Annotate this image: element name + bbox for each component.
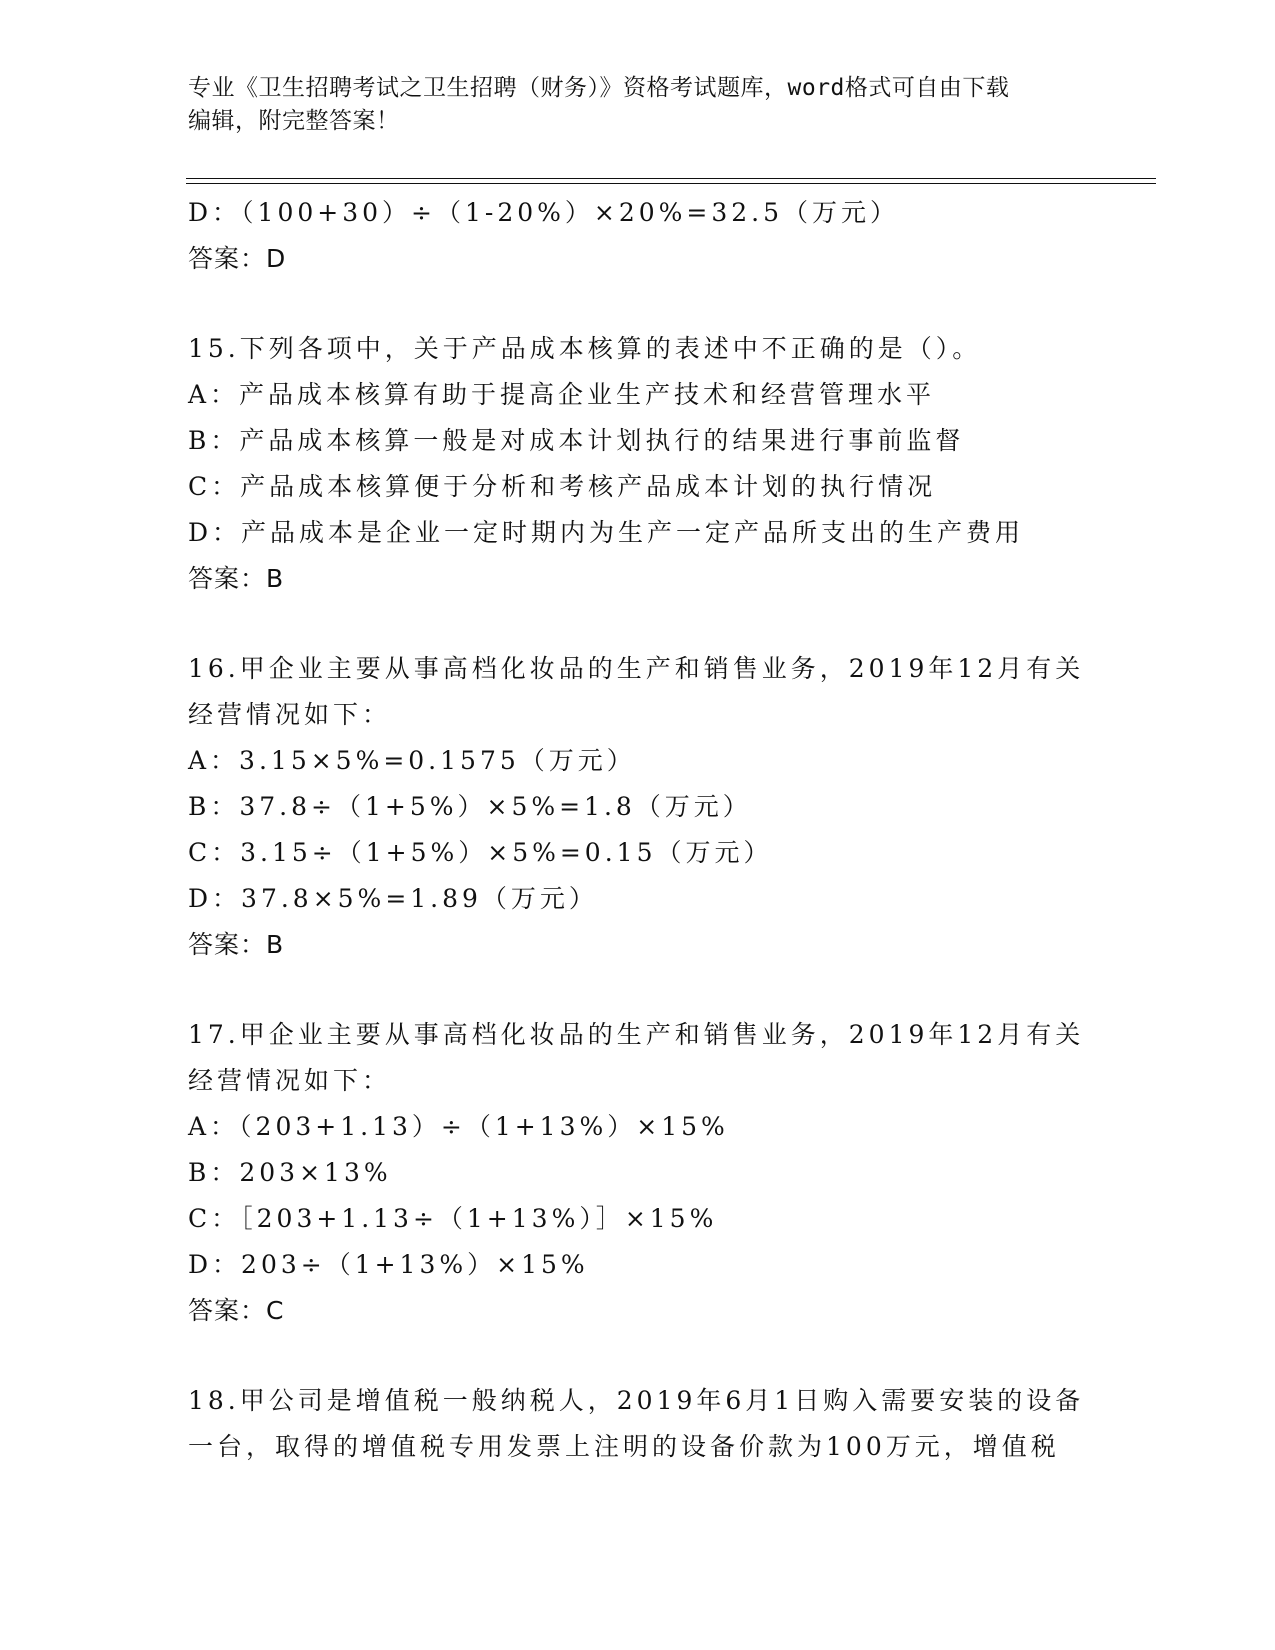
answer-line: 答案：B	[188, 564, 285, 593]
option-b: B：产品成本核算一般是对成本计划执行的结果进行事前监督	[188, 426, 965, 455]
question-stem-cont: 一台，取得的增值税专用发票上注明的设备价款为100万元，增值税	[188, 1432, 1060, 1461]
option-c: C：产品成本核算便于分析和考核产品成本计划的执行情况	[188, 472, 937, 501]
question-block-15	[188, 326, 1088, 602]
question-block-18	[188, 1378, 1088, 1470]
document-header	[188, 72, 1088, 138]
option-d: D：203÷（1+13%）×15%	[188, 1250, 589, 1279]
answer-line: 答案：B	[188, 930, 285, 959]
option-a: A：（203+1.13）÷（1+13%）×15%	[188, 1112, 729, 1141]
question-stem: 16.甲企业主要从事高档化妆品的生产和销售业务，2019年12月有关	[188, 654, 1085, 683]
question-stem: 17.甲企业主要从事高档化妆品的生产和销售业务，2019年12月有关	[188, 1020, 1085, 1049]
question-stem: 18.甲公司是增值税一般纳税人，2019年6月1日购入需要安装的设备	[188, 1386, 1085, 1415]
option-d: D：37.8×5%=1.89（万元）	[188, 884, 598, 913]
option-a: A：3.15×5%=0.1575（万元）	[188, 746, 636, 775]
header-divider-bottom	[186, 183, 1156, 184]
header-divider-top	[186, 178, 1156, 179]
option-d: D：产品成本是企业一定时期内为生产一定产品所支出的生产费用	[188, 518, 1025, 547]
answer-line: 答案：C	[188, 1296, 285, 1325]
option-a: A：产品成本核算有助于提高企业生产技术和经营管理水平	[188, 380, 936, 409]
question-block-16	[188, 646, 1088, 968]
option-b: B：37.8÷（1+5%）×5%=1.8（万元）	[188, 792, 752, 821]
question-block-17	[188, 1012, 1088, 1334]
answer-line: 答案：D	[188, 244, 287, 273]
question-stem: 15.下列各项中，关于产品成本核算的表述中不正确的是（）。	[188, 334, 982, 363]
option-b: B：203×13%	[188, 1158, 392, 1187]
question-block-14	[188, 190, 1088, 282]
option-c: C：3.15÷（1+5%）×5%=0.15（万元）	[188, 838, 773, 867]
header-line-2: 编辑，附完整答案！	[188, 108, 400, 134]
option-c: C：［203+1.13÷（1+13%）］×15%	[188, 1204, 718, 1233]
option-line: D：（100+30）÷（1-20%）×20%=32.5（万元）	[188, 198, 900, 227]
question-list	[188, 190, 1088, 1470]
header-line-1: 专业《卫生招聘考试之卫生招聘（财务）》资格考试题库，word格式可自由下载	[188, 75, 1010, 101]
question-stem-cont: 经营情况如下：	[188, 700, 392, 729]
question-stem-cont: 经营情况如下：	[188, 1066, 392, 1095]
